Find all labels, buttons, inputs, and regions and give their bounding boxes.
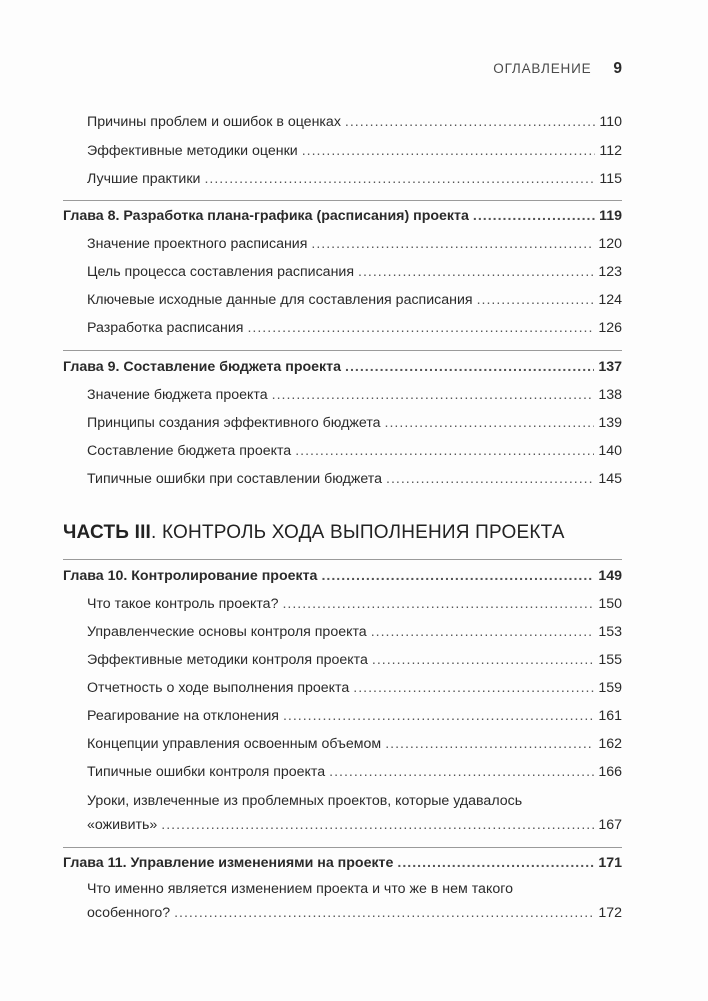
- toc-entry[interactable]: [63, 758, 622, 786]
- toc-entry-page: 124: [598, 292, 622, 308]
- chapter-page: 149: [598, 568, 622, 584]
- dot-leader: [385, 409, 595, 437]
- toc-entry[interactable]: [63, 437, 622, 465]
- toc-entry-page: 138: [598, 387, 622, 403]
- part-title: . КОНТРОЛЬ ХОДА ВЫПОЛНЕНИЯ ПРОЕКТА: [151, 522, 565, 543]
- part-heading: [63, 522, 565, 544]
- dot-leader: [272, 381, 595, 409]
- toc-entry-title: Составление бюджета проекта: [87, 443, 292, 459]
- chapter-title: Глава 8. Разработка плана-графика (расписания) проекта: [63, 208, 469, 224]
- toc-entry-title: Отчетность о ходе выполнения проекта: [87, 680, 350, 696]
- chapter-title: Глава 9. Составление бюджета проекта: [63, 359, 341, 375]
- toc-entry[interactable]: [63, 381, 622, 409]
- dot-leader: [283, 702, 594, 730]
- dot-leader: [371, 618, 595, 646]
- dot-leader: [174, 901, 594, 925]
- toc-entry-title: Эффективные методики оценки: [87, 143, 298, 159]
- section-divider: [63, 847, 622, 848]
- toc-entry-line2: [87, 813, 622, 837]
- dot-leader: [161, 813, 594, 837]
- toc-chapter-11[interactable]: [63, 849, 622, 877]
- dot-leader: [247, 314, 594, 342]
- toc-entry-page: 162: [598, 736, 622, 752]
- toc-entry[interactable]: [63, 314, 622, 342]
- toc-entry-page: 126: [598, 320, 622, 336]
- toc-entry[interactable]: [63, 230, 622, 258]
- toc-entry-title: Концепции управления освоенным объемом: [87, 736, 382, 752]
- toc-entry-title: Ключевые исходные данные для составления расписания: [87, 292, 473, 308]
- toc-entry[interactable]: [63, 465, 622, 493]
- toc-entry[interactable]: [63, 590, 622, 618]
- toc-entry-page: 115: [599, 171, 622, 187]
- toc-entry-page: 110: [599, 114, 622, 130]
- chapter-title: Глава 11. Управление изменениями на проекте: [63, 855, 394, 871]
- toc-entry-title: Причины проблем и ошибок в оценках: [87, 114, 341, 130]
- toc-entry[interactable]: [63, 409, 622, 437]
- toc-entry-title: Цель процесса составления расписания: [87, 264, 355, 280]
- toc-entry-page: 159: [598, 680, 622, 696]
- toc-entry-title-line2: особенного?: [87, 905, 171, 921]
- dot-leader: [345, 108, 595, 136]
- toc-entry-title: Эффективные методики контроля проекта: [87, 652, 368, 668]
- toc-entry-page: 150: [598, 596, 622, 612]
- toc-entry-title: Что такое контроль проекта?: [87, 596, 279, 612]
- toc-entry-page: 155: [598, 652, 622, 668]
- dot-leader: [311, 230, 594, 258]
- toc-entry-page: 153: [598, 624, 622, 640]
- section-divider: [63, 350, 622, 351]
- dot-leader: [358, 258, 594, 286]
- toc-entry-page: 166: [598, 764, 622, 780]
- toc-entry-page: 145: [598, 471, 622, 487]
- toc-entry-page: 139: [598, 415, 622, 431]
- dot-leader: [386, 465, 594, 493]
- toc-entry[interactable]: [63, 286, 622, 314]
- toc-entry-page: 120: [598, 236, 622, 252]
- toc-entry-title: Разработка расписания: [87, 320, 244, 336]
- toc-entry-multiline[interactable]: [87, 877, 622, 925]
- section-divider: [63, 200, 622, 201]
- toc-entry-title: Управленческие основы контроля проекта: [87, 624, 367, 640]
- running-head: [493, 60, 622, 78]
- dot-leader: [282, 590, 594, 618]
- dot-leader: [329, 758, 594, 786]
- toc-entry-title: Принципы создания эффективного бюджета: [87, 415, 381, 431]
- toc-entry-page: 172: [598, 905, 622, 921]
- running-head-title: ОГЛАВЛЕНИЕ: [493, 61, 592, 76]
- toc-entry[interactable]: [63, 165, 622, 193]
- toc-entry-page: 140: [598, 443, 622, 459]
- toc-entry-line2: [87, 901, 622, 925]
- toc-entry[interactable]: [63, 730, 622, 758]
- chapter-page: 119: [599, 208, 622, 224]
- toc-entry[interactable]: [63, 137, 622, 165]
- dot-leader: [204, 165, 595, 193]
- section-divider: [63, 559, 622, 560]
- toc-entry[interactable]: [63, 702, 622, 730]
- chapter-page: 171: [598, 855, 622, 871]
- toc-entry[interactable]: [63, 618, 622, 646]
- dot-leader: [321, 562, 594, 590]
- dot-leader: [295, 437, 594, 465]
- toc-entry-title: Типичные ошибки контроля проекта: [87, 764, 326, 780]
- toc-entry-page: 123: [598, 264, 622, 280]
- toc-entry-page: 161: [598, 708, 622, 724]
- toc-entry-page: 167: [598, 817, 622, 833]
- toc-entry-title: Реагирование на отклонения: [87, 708, 279, 724]
- dot-leader: [372, 646, 594, 674]
- toc-entry-title: Типичные ошибки при составлении бюджета: [87, 471, 383, 487]
- toc-entry-title: Лучшие практики: [87, 171, 201, 187]
- dot-leader: [385, 730, 594, 758]
- toc-entry[interactable]: [63, 108, 622, 136]
- toc-entry[interactable]: [63, 258, 622, 286]
- dot-leader: [353, 674, 594, 702]
- dot-leader: [473, 202, 595, 230]
- toc-chapter-8[interactable]: [63, 202, 622, 230]
- toc-entry-multiline[interactable]: [87, 789, 622, 837]
- toc-entry[interactable]: [63, 646, 622, 674]
- page-number: 9: [613, 60, 622, 77]
- dot-leader: [345, 353, 594, 381]
- toc-entry-title: Значение бюджета проекта: [87, 387, 268, 403]
- toc-entry-title-line1: Уроки, извлеченные из проблемных проектов, которые удавалось: [87, 793, 523, 809]
- toc-entry[interactable]: [63, 674, 622, 702]
- toc-chapter-10[interactable]: [63, 562, 622, 590]
- toc-chapter-9[interactable]: [63, 353, 622, 381]
- dot-leader: [477, 286, 595, 314]
- toc-entry-title-line1: Что именно является изменением проекта и что же в нем такого: [87, 881, 513, 897]
- toc-entry-title-line2: «оживить»: [87, 817, 158, 833]
- dot-leader: [302, 137, 596, 165]
- chapter-page: 137: [598, 359, 622, 375]
- dot-leader: [397, 849, 594, 877]
- part-number: ЧАСТЬ III: [63, 522, 152, 543]
- toc-entry-page: 112: [599, 143, 622, 159]
- toc-entry-title: Значение проектного расписания: [87, 236, 308, 252]
- chapter-title: Глава 10. Контролирование проекта: [63, 568, 318, 584]
